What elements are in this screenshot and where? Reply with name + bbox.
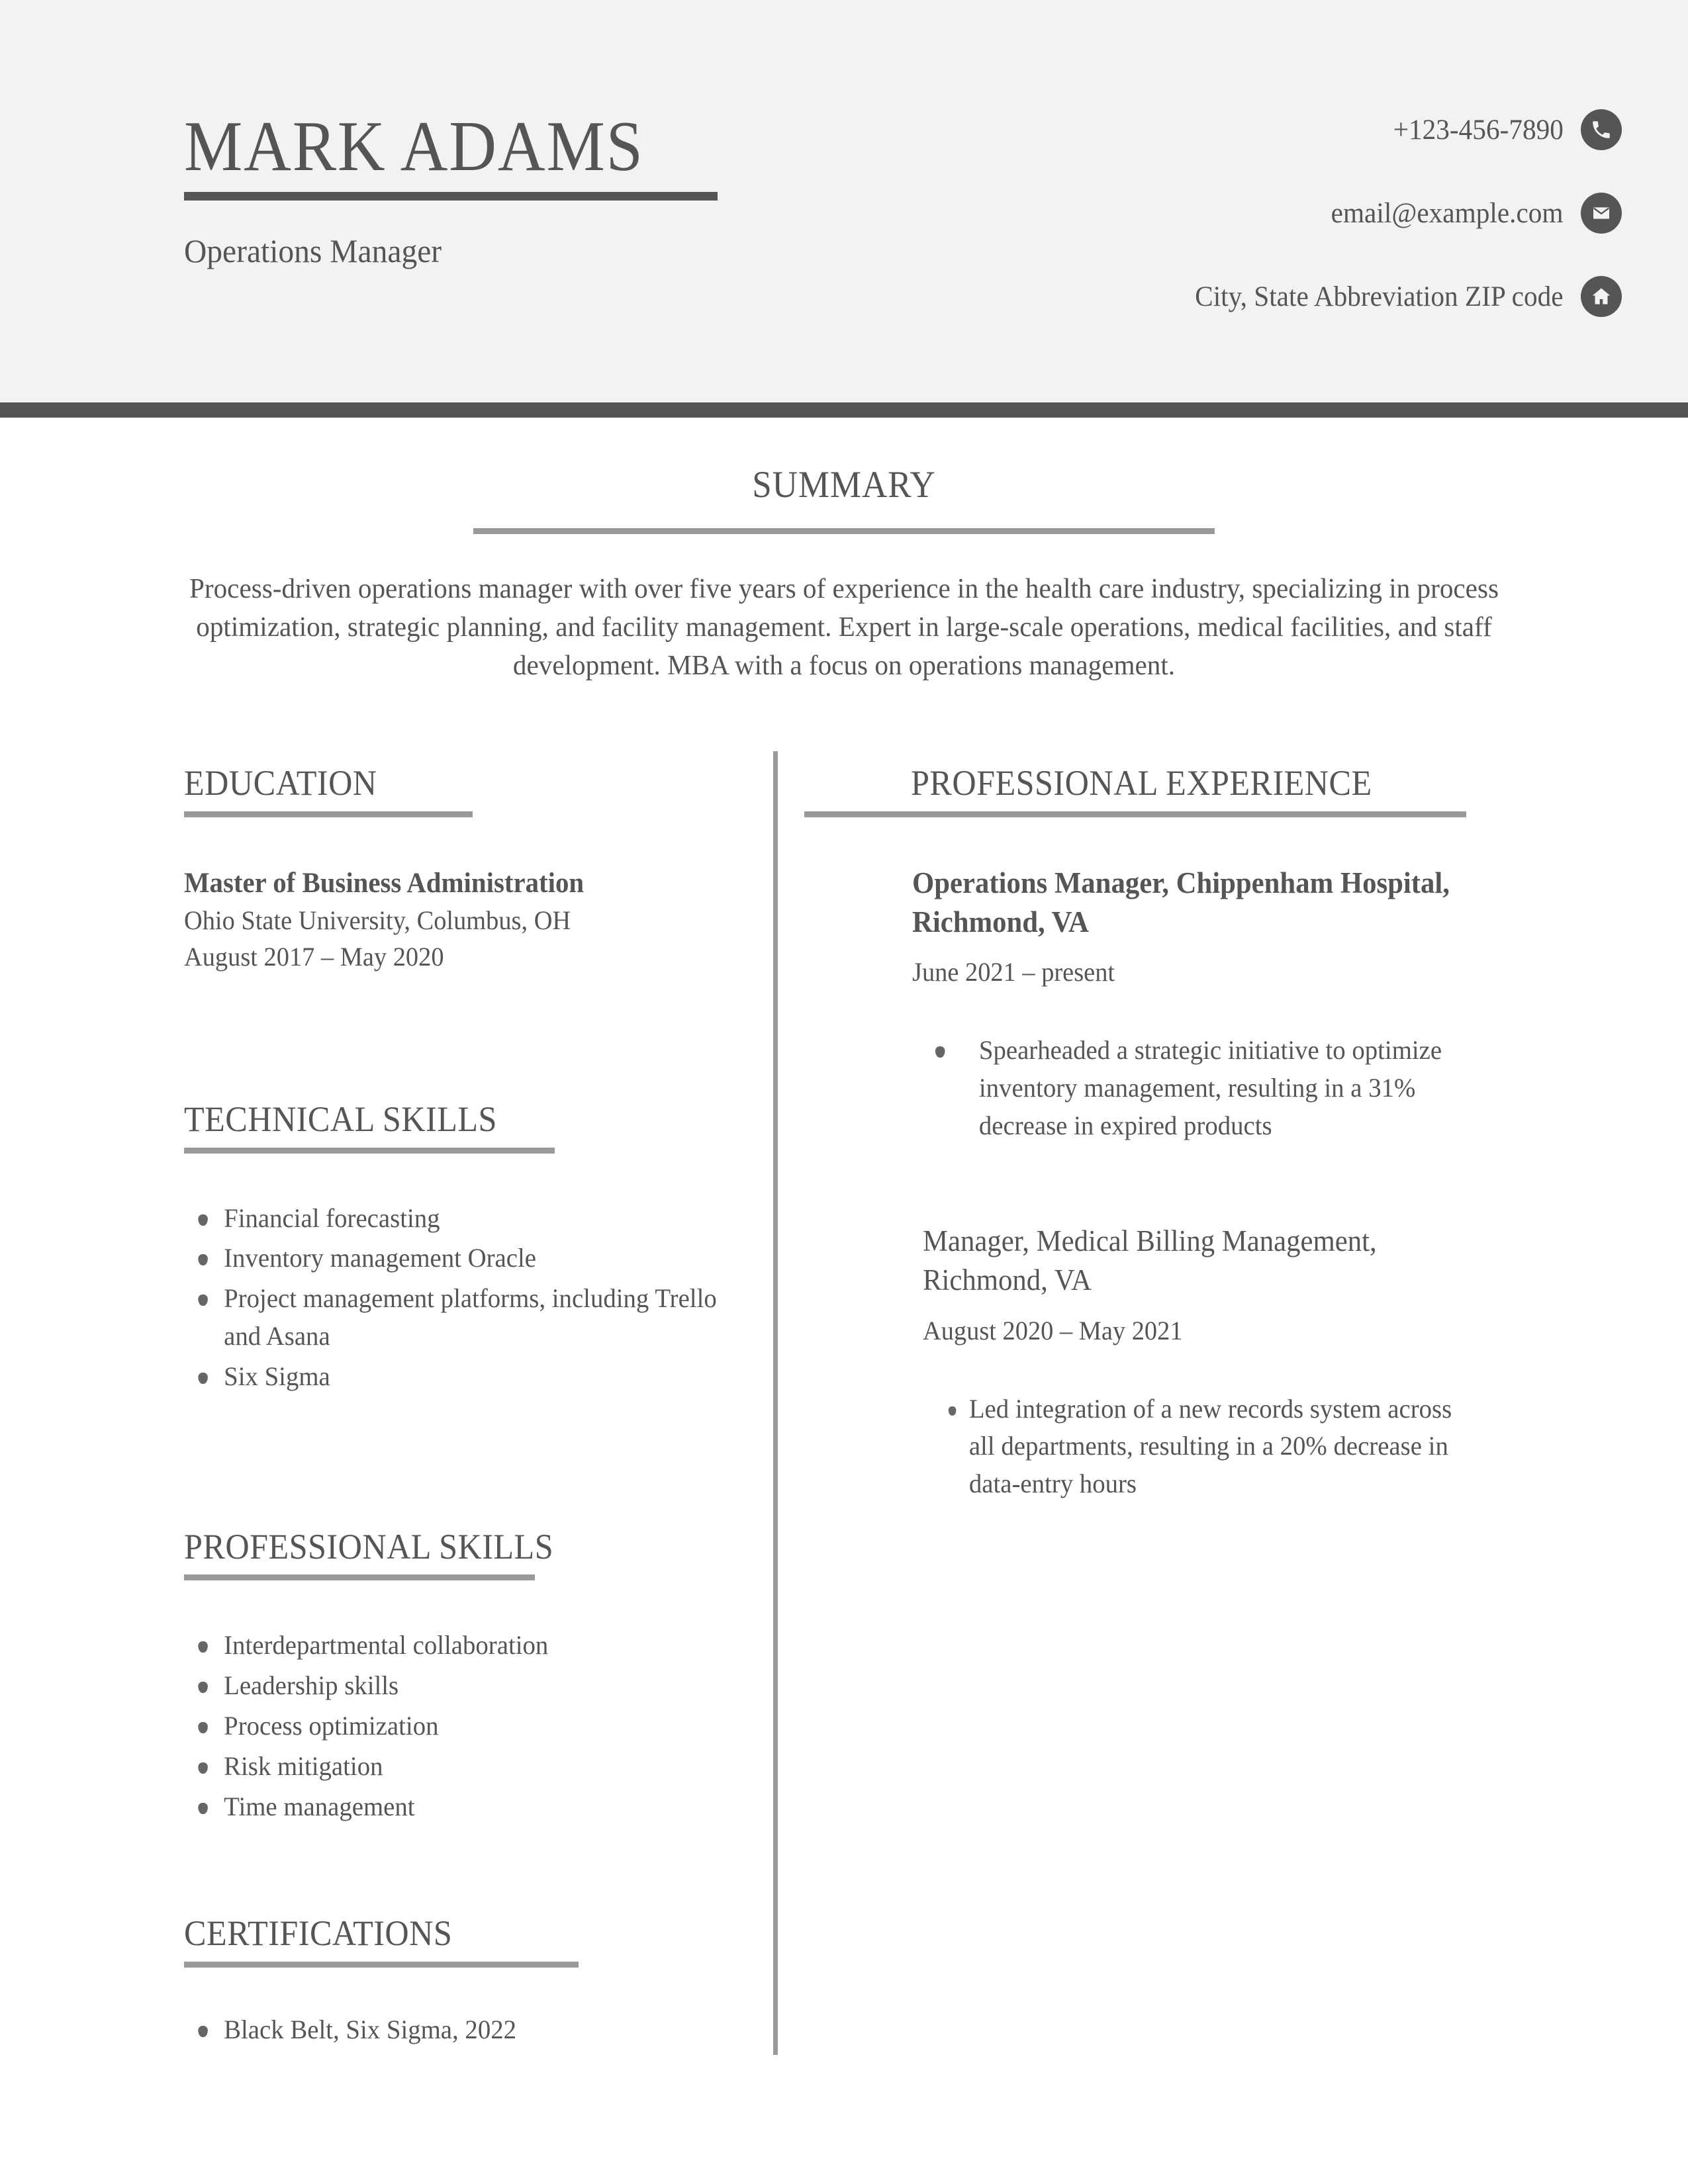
education-rule	[184, 811, 473, 817]
right-column	[861, 764, 1483, 1503]
job-dates: August 2020 – May 2021	[923, 1315, 1183, 1345]
email-address-text: email@example.com	[1331, 197, 1564, 229]
section-certifications	[184, 1915, 733, 2048]
professional-skills-list	[184, 1627, 733, 1825]
contact-item-email[interactable]	[761, 193, 1622, 234]
list-item: Spearheaded a strategic initiative to optimize inventory management, resulting in a 31% decrease in expired products	[912, 1032, 1466, 1144]
education-dates: August 2017 – May 2020	[184, 941, 444, 972]
summary-rule	[473, 528, 1215, 534]
technical-skills-heading: TECHNICAL SKILLS	[184, 1099, 497, 1139]
education-entry	[184, 865, 733, 975]
list-item: Time management	[184, 1788, 717, 1826]
summary-heading: SUMMARY	[752, 464, 936, 506]
home-icon	[1581, 276, 1622, 317]
section-professional-experience	[861, 764, 1483, 1503]
professional-skills-rule	[184, 1574, 535, 1580]
job-dates: June 2021 – present	[912, 957, 1115, 987]
phone-icon	[1581, 109, 1622, 150]
list-item: Project management platforms, including Trello and Asana	[184, 1280, 717, 1355]
technical-skills-rule	[184, 1148, 555, 1154]
education-school: Ohio State University, Columbus, OH	[184, 905, 571, 935]
phone-number-text: +123-456-7890	[1393, 114, 1564, 146]
column-divider	[773, 751, 778, 2055]
education-degree: Master of Business Administration	[184, 867, 585, 899]
professional-skills-heading: PROFESSIONAL SKILLS	[184, 1526, 554, 1567]
list-item: Led integration of a new records system across all departments, resulting in a 20% decrease in data-entry hours	[923, 1390, 1466, 1503]
section-education	[184, 764, 733, 975]
list-item: Inventory management Oracle	[184, 1240, 717, 1277]
experience-rule	[804, 811, 1466, 817]
job-title: Operations Manager, Chippenham Hospital, Richmond, VA	[912, 866, 1450, 939]
list-item: Black Belt, Six Sigma, 2022	[184, 2011, 717, 2049]
experience-job	[912, 864, 1483, 1145]
contact-item-address[interactable]	[761, 276, 1622, 317]
summary-text: Process-driven operations manager with over five years of experience in the health care industry, specializing in process optimization, strategic planning, and facility management. Expert in large-scale operations, medical facilities, and staff development. MBA with a focus on operations management.	[189, 574, 1499, 681]
experience-job	[923, 1222, 1483, 1503]
list-item: Leadership skills	[184, 1667, 717, 1705]
list-item: Interdepartmental collaboration	[184, 1627, 717, 1664]
list-item: Process optimization	[184, 1707, 717, 1745]
left-column	[184, 764, 733, 2052]
job-bullets-list	[912, 1032, 1483, 1144]
section-professional-skills	[184, 1528, 733, 1826]
education-heading: EDUCATION	[184, 763, 377, 803]
address-text: City, State Abbreviation ZIP code	[1195, 281, 1564, 312]
email-icon	[1581, 193, 1622, 234]
certifications-heading: CERTIFICATIONS	[184, 1913, 453, 1954]
contact-list	[761, 109, 1622, 359]
header-bottom-rule	[0, 402, 1688, 418]
section-technical-skills	[184, 1101, 733, 1396]
job-bullets-list	[923, 1390, 1483, 1503]
certifications-rule	[184, 1962, 579, 1968]
contact-item-phone[interactable]	[761, 109, 1622, 150]
job-title: Manager, Medical Billing Management, Richmond, VA	[923, 1224, 1377, 1297]
certifications-list	[184, 2011, 733, 2049]
list-item: Financial forecasting	[184, 1200, 717, 1238]
experience-heading: PROFESSIONAL EXPERIENCE	[911, 763, 1372, 803]
list-item: Risk mitigation	[184, 1748, 717, 1786]
header-job-title: Operations Manager	[184, 232, 442, 269]
name-underline	[184, 192, 718, 201]
list-item: Six Sigma	[184, 1358, 717, 1396]
page-title: MARK ADAMS	[184, 107, 644, 186]
technical-skills-list	[184, 1200, 733, 1396]
